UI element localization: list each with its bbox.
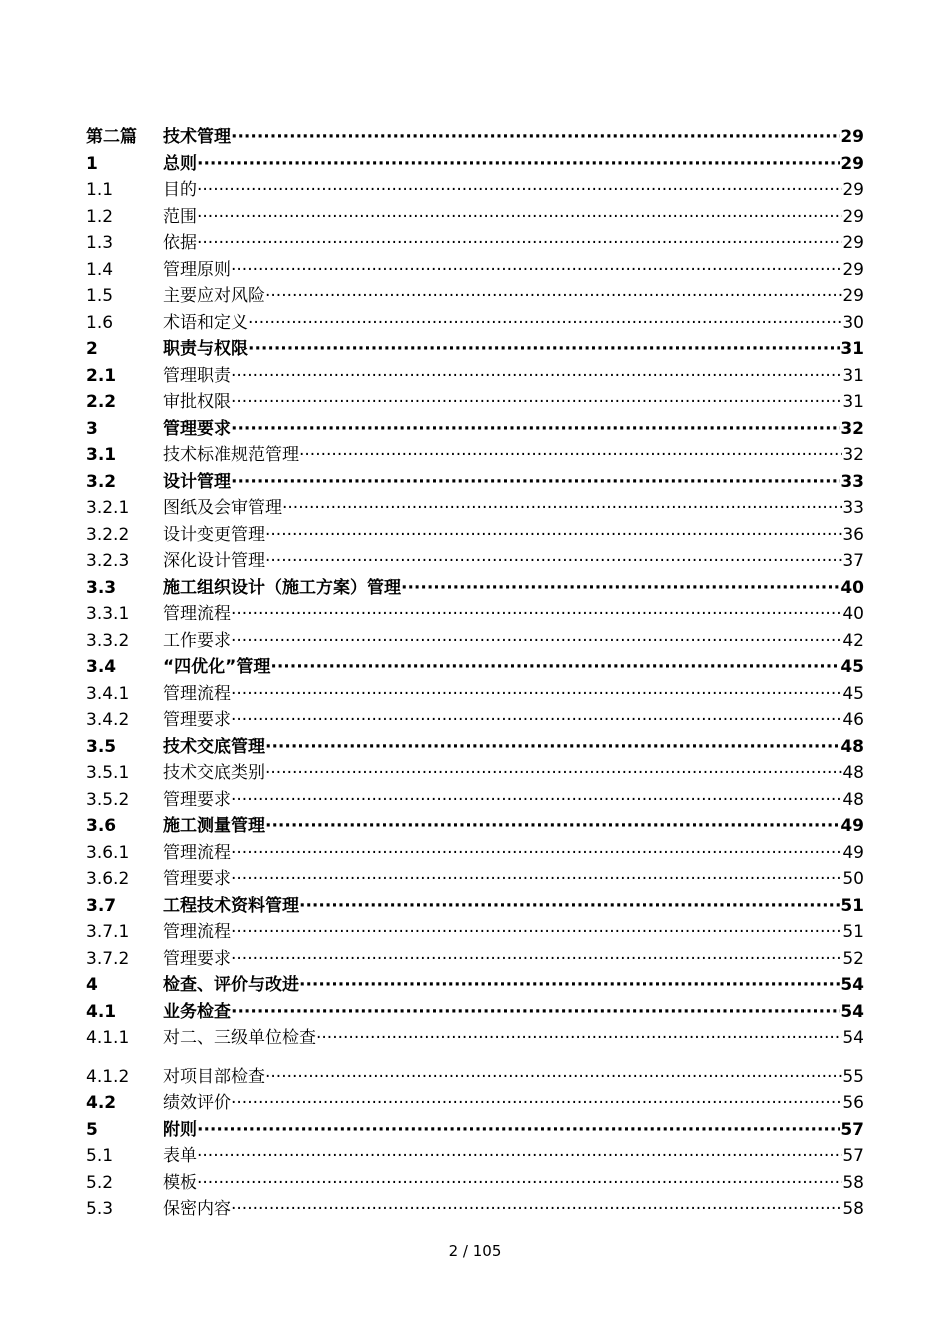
toc-entry-title: 深化设计管理 — [163, 551, 265, 571]
toc-entry-title: 管理要求 — [163, 948, 231, 969]
toc-entry[interactable] — [86, 840, 864, 867]
toc-entry[interactable] — [86, 575, 864, 602]
toc-entry-title: 管理原则 — [163, 259, 231, 280]
toc-dot-leader — [231, 866, 842, 893]
toc-entry-number: 4.1 — [86, 1001, 117, 1022]
toc-entry-number: 1.2 — [86, 206, 114, 227]
toc-entry-number: 1.1 — [86, 180, 114, 200]
toc-entry-number: 3.1 — [86, 445, 117, 465]
toc-entry-number: 3.6 — [86, 816, 117, 836]
toc-dot-leader — [231, 389, 842, 416]
toc-entry[interactable] — [86, 1196, 864, 1223]
toc-dot-leader — [231, 707, 842, 734]
toc-entry[interactable] — [86, 787, 864, 814]
toc-entry[interactable] — [86, 999, 864, 1026]
toc-dot-leader — [197, 1143, 842, 1170]
toc-entry[interactable] — [86, 283, 864, 310]
toc-entry-title: 管理流程 — [163, 604, 231, 624]
toc-entry-title: 目的 — [163, 180, 197, 200]
toc-dot-leader — [231, 1196, 842, 1223]
toc-entry-title: 管理要求 — [163, 418, 231, 439]
toc-dot-leader — [231, 681, 842, 708]
toc-entry-title: 技术交底管理 — [163, 736, 265, 757]
toc-entry-number: 2 — [86, 339, 98, 359]
toc-entry-page: 57 — [840, 1119, 864, 1140]
toc-entry[interactable] — [86, 601, 864, 628]
toc-dot-leader — [270, 654, 840, 681]
toc-entry-page: 49 — [840, 816, 864, 836]
toc-dot-leader — [265, 548, 842, 575]
toc-entry-title: 施工测量管理 — [163, 816, 265, 836]
toc-entry-number: 3 — [86, 418, 98, 439]
toc-dot-leader — [265, 283, 842, 310]
toc-entry-number: 3.5.2 — [86, 789, 130, 810]
toc-entry-title: 管理职责 — [163, 365, 231, 386]
toc-entry-title: 依据 — [163, 233, 197, 253]
toc-dot-leader — [231, 124, 840, 151]
toc-dot-leader — [265, 734, 840, 761]
toc-entry-number: 3.6.1 — [86, 842, 130, 863]
toc-entry-page: 52 — [842, 948, 864, 969]
toc-entry[interactable] — [86, 177, 864, 204]
toc-entry-page: 31 — [840, 339, 864, 359]
toc-entry-title: 技术管理 — [163, 127, 231, 147]
toc-entry-page: 51 — [842, 922, 864, 942]
toc-entry-page: 58 — [842, 1172, 864, 1193]
toc-dot-leader — [231, 946, 842, 973]
toc-entry[interactable] — [86, 204, 864, 231]
toc-entry-number: 2.2 — [86, 392, 117, 412]
toc-entry-number: 4 — [86, 975, 98, 995]
toc-entry-title: 审批权限 — [163, 392, 231, 412]
toc-entry-number: 4.1.1 — [86, 1028, 130, 1048]
toc-entry-title: 模板 — [163, 1172, 197, 1193]
toc-entry[interactable] — [86, 681, 864, 708]
toc-entry-number: 3.4 — [86, 657, 117, 677]
toc-entry-page: 48 — [840, 736, 864, 757]
toc-entry[interactable] — [86, 124, 864, 151]
toc-entry[interactable] — [86, 1117, 864, 1144]
toc-entry-page: 45 — [840, 657, 864, 677]
toc-dot-leader — [265, 1064, 842, 1091]
toc-entry[interactable] — [86, 919, 864, 946]
toc-entry-title: 技术标准规范管理 — [163, 445, 299, 465]
toc-entry[interactable] — [86, 230, 864, 257]
toc-entry-page: 54 — [840, 975, 864, 995]
toc-entry-title: 技术交底类别 — [163, 763, 265, 783]
toc-entry-page: 58 — [842, 1199, 864, 1219]
toc-entry-title: 职责与权限 — [163, 339, 248, 359]
toc-dot-leader — [299, 893, 840, 920]
toc-entry[interactable] — [86, 946, 864, 973]
toc-entry-number: 3.6.2 — [86, 869, 130, 889]
toc-entry-page: 32 — [840, 418, 864, 439]
page-number-footer: 2 / 105 — [448, 1242, 502, 1260]
toc-entry[interactable] — [86, 442, 864, 469]
toc-dot-leader — [231, 919, 842, 946]
toc-dot-leader — [231, 787, 842, 814]
toc-entry-page: 29 — [842, 206, 864, 227]
toc-entry-page: 46 — [842, 710, 864, 730]
toc-entry-number: 1.4 — [86, 259, 114, 280]
toc-entry[interactable] — [86, 654, 864, 681]
toc-entry[interactable] — [86, 893, 864, 920]
toc-entry-title: 总则 — [163, 153, 197, 174]
toc-entry-title: 范围 — [163, 206, 197, 227]
toc-entry-number: 5.1 — [86, 1146, 114, 1166]
toc-dot-leader — [231, 363, 842, 390]
toc-entry-title: 业务检查 — [163, 1001, 231, 1022]
toc-dot-leader — [316, 1025, 842, 1052]
toc-dot-leader — [231, 840, 842, 867]
toc-dot-leader — [231, 1090, 842, 1117]
toc-entry-page: 40 — [840, 577, 864, 598]
toc-entry-number: 3.4.2 — [86, 710, 130, 730]
toc-dot-leader — [401, 575, 840, 602]
toc-entry-page: 29 — [840, 153, 864, 174]
toc-entry[interactable] — [86, 257, 864, 284]
toc-entry-page: 48 — [842, 763, 864, 783]
toc-entry[interactable] — [86, 1090, 864, 1117]
toc-entry[interactable] — [86, 495, 864, 522]
toc-entry-number: 3.7 — [86, 895, 117, 916]
toc-entry-title: 管理流程 — [163, 683, 231, 704]
toc-entry-title: 设计变更管理 — [163, 524, 265, 545]
toc-entry-number: 3.2.2 — [86, 524, 130, 545]
toc-entry-number: 5.2 — [86, 1172, 114, 1193]
toc-entry-number: 1.6 — [86, 312, 114, 333]
toc-entry-page: 45 — [842, 683, 864, 704]
toc-entry-page: 57 — [842, 1146, 864, 1166]
toc-entry[interactable] — [86, 813, 864, 840]
toc-dot-leader — [299, 442, 842, 469]
toc-dot-leader — [197, 204, 842, 231]
toc-entry[interactable] — [86, 734, 864, 761]
toc-entry[interactable] — [86, 151, 864, 178]
toc-entry-number: 1.5 — [86, 286, 114, 306]
toc-entry-title: 施工组织设计（施工方案）管理 — [163, 577, 401, 598]
toc-entry-page: 36 — [842, 524, 864, 545]
toc-entry-page: 42 — [842, 630, 864, 651]
toc-entry-title: 管理要求 — [163, 710, 231, 730]
toc-entry-number: 1 — [86, 153, 98, 174]
toc-entry-number: 5.3 — [86, 1199, 114, 1219]
toc-entry-page: 40 — [842, 604, 864, 624]
toc-entry-title: 附则 — [163, 1119, 197, 1140]
toc-dot-leader — [231, 257, 842, 284]
toc-entry-page: 33 — [840, 471, 864, 492]
toc-entry-title: 管理要求 — [163, 869, 231, 889]
toc-entry-number: 4.2 — [86, 1093, 117, 1113]
toc-entry[interactable] — [86, 336, 864, 363]
toc-dot-leader — [231, 628, 842, 655]
toc-entry-title: 保密内容 — [163, 1199, 231, 1219]
toc-entry-title: 术语和定义 — [163, 312, 248, 333]
toc-entry-page: 30 — [842, 312, 864, 333]
toc-entry-title: 工作要求 — [163, 630, 231, 651]
toc-entry-page: 29 — [840, 127, 864, 147]
toc-entry-title: 工程技术资料管理 — [163, 895, 299, 916]
toc-entry-page: 48 — [842, 789, 864, 810]
toc-entry-page: 32 — [842, 445, 864, 465]
toc-dot-leader — [197, 151, 840, 178]
toc-entry-title: “四优化”管理 — [163, 657, 271, 677]
toc-entry-title: 管理流程 — [163, 922, 231, 942]
toc-entry[interactable] — [86, 469, 864, 496]
toc-entry-number: 3.7.2 — [86, 948, 130, 969]
toc-entry-page: 29 — [842, 180, 864, 200]
toc-entry-title: 表单 — [163, 1146, 197, 1166]
toc-dot-leader — [197, 230, 842, 257]
toc-entry[interactable] — [86, 389, 864, 416]
toc-entry-page: 29 — [842, 259, 864, 280]
toc-entry-number: 3.2 — [86, 471, 117, 492]
toc-dot-leader — [265, 760, 842, 787]
toc-entry-page: 54 — [842, 1028, 864, 1048]
toc-entry-page: 56 — [842, 1093, 864, 1113]
toc-dot-leader — [248, 310, 842, 337]
toc-entry[interactable] — [86, 972, 864, 999]
toc-dot-leader — [197, 177, 842, 204]
toc-entry-number: 3.2.3 — [86, 551, 130, 571]
toc-entry-number: 3.7.1 — [86, 922, 130, 942]
toc-entry[interactable] — [86, 310, 864, 337]
toc-entry-number: 3.3 — [86, 577, 117, 598]
toc-entry-title: 设计管理 — [163, 471, 231, 492]
toc-entry-page: 31 — [842, 365, 864, 386]
toc-entry-number: 4.1.2 — [86, 1066, 130, 1087]
toc-entry-title: 管理要求 — [163, 789, 231, 810]
toc-dot-leader — [265, 522, 842, 549]
toc-entry[interactable] — [86, 1064, 864, 1091]
toc-entry-number: 2.1 — [86, 365, 117, 386]
toc-dot-leader — [231, 999, 840, 1026]
toc-dot-leader — [265, 813, 840, 840]
toc-entry[interactable] — [86, 760, 864, 787]
toc-dot-leader — [231, 416, 840, 443]
toc-entry-page: 33 — [842, 498, 864, 518]
toc-entry[interactable] — [86, 707, 864, 734]
toc-dot-leader — [299, 972, 840, 999]
toc-entry-page: 29 — [842, 233, 864, 253]
toc-entry-page: 50 — [842, 869, 864, 889]
toc-entry-title: 检查、评价与改进 — [163, 975, 299, 995]
toc-entry[interactable] — [86, 522, 864, 549]
toc-entry-title: 绩效评价 — [163, 1093, 231, 1113]
toc-entry-number: 3.4.1 — [86, 683, 130, 704]
toc-entry-page: 55 — [842, 1066, 864, 1087]
toc-entry-number: 3.2.1 — [86, 498, 130, 518]
toc-entry-page: 49 — [842, 842, 864, 863]
table-of-contents — [86, 124, 864, 1223]
toc-entry-title: 主要应对风险 — [163, 286, 265, 306]
toc-dot-leader — [282, 495, 842, 522]
toc-dot-leader — [197, 1117, 840, 1144]
toc-entry-page: 37 — [842, 551, 864, 571]
toc-entry-number: 3.3.2 — [86, 630, 130, 651]
toc-dot-leader — [231, 469, 840, 496]
toc-dot-leader — [197, 1170, 842, 1197]
toc-entry[interactable] — [86, 628, 864, 655]
toc-entry-number: 第二篇 — [86, 127, 137, 147]
toc-entry[interactable] — [86, 1170, 864, 1197]
toc-entry-number: 3.5 — [86, 736, 117, 757]
toc-entry-title: 对项目部检查 — [163, 1066, 265, 1087]
toc-dot-leader — [231, 601, 842, 628]
toc-entry-page: 29 — [842, 286, 864, 306]
toc-entry[interactable] — [86, 1143, 864, 1170]
toc-entry[interactable] — [86, 1025, 864, 1052]
toc-entry-title: 对二、三级单位检查 — [163, 1028, 316, 1048]
toc-entry-title: 管理流程 — [163, 842, 231, 863]
toc-dot-leader — [248, 336, 840, 363]
toc-entry-number: 3.3.1 — [86, 604, 130, 624]
toc-entry-page: 54 — [840, 1001, 864, 1022]
toc-entry[interactable] — [86, 866, 864, 893]
toc-entry-page: 31 — [842, 392, 864, 412]
toc-entry-number: 3.5.1 — [86, 763, 130, 783]
toc-entry-title: 图纸及会审管理 — [163, 498, 282, 518]
toc-entry-number: 5 — [86, 1119, 98, 1140]
toc-entry[interactable] — [86, 416, 864, 443]
toc-entry-page: 51 — [840, 895, 864, 916]
toc-entry[interactable] — [86, 363, 864, 390]
toc-entry-number: 1.3 — [86, 233, 114, 253]
toc-entry[interactable] — [86, 548, 864, 575]
